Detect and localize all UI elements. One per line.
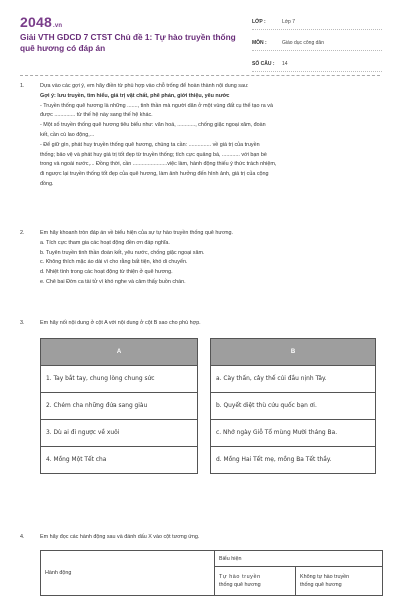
question-body	[40, 82, 382, 190]
question-line: trong và ngoài nước,... Đồng thời, cần .......................việc làm, hành động thiếu ý thức trách nhiệm,	[40, 161, 277, 168]
question-line: - Để giữ gìn, phát huy truyền thống quê hương, chúng ta cần: ............... về giá trị của truyền	[40, 141, 260, 148]
question-body	[40, 229, 382, 288]
question-4	[20, 533, 382, 543]
match-item-a2[interactable]: 2. Chém cha những đứa sang giàu	[41, 392, 197, 419]
header-not-proud-line: thống quê hương	[300, 582, 342, 589]
question-text: Em hãy nối nội dung ở cột A với nội dung ở cột B sao cho phù hợp.	[40, 320, 201, 326]
meta-row-count	[252, 57, 382, 72]
header-divider	[20, 75, 380, 76]
question-line: - Truyền thống quê hương là những ......., tinh thần mà người dân ở một vùng đất cụ thể tạo ra và	[40, 102, 273, 109]
question-line: đồng.	[40, 180, 54, 187]
hint-line: Gợi ý: lưu truyền, tìm hiểu, giá trị vật chất, phê phán, giới thiệu, yêu nước	[40, 92, 230, 99]
header-proud	[215, 567, 296, 596]
meta-row-class	[252, 15, 382, 30]
meta-value: Giáo dục công dân	[282, 40, 324, 46]
question-line: được .............. từ thế hệ này sang thế hệ khác.	[40, 112, 153, 119]
match-item-b1[interactable]: a. Cày thấn, cây thế cúi đầu nịnh Tây.	[211, 365, 375, 392]
option-c[interactable]: c. Không thích mặc áo dài vì cho rằng bất tiện, khó di chuyển.	[40, 259, 188, 266]
logo-suffix: .vn	[52, 23, 63, 29]
meta-label: LỚP :	[252, 19, 266, 25]
question-line: Dựa vào các gợi ý, em hãy điền từ phù hợp vào chỗ trống để hoàn thành nội dung sau:	[40, 83, 249, 89]
meta-value: Lớp 7	[282, 19, 296, 25]
question-text: Em hãy đọc các hành động sau và đánh dấu X vào cột tương ứng.	[40, 534, 200, 540]
site-logo[interactable]	[20, 14, 62, 30]
match-item-b2[interactable]: b. Quyết diệt thù cứu quốc bạn ơi.	[211, 392, 375, 419]
header-not-proud-line: Không tự hào truyền	[300, 574, 350, 581]
question-1	[20, 82, 382, 190]
question-3	[20, 319, 382, 329]
question-line: thống; bảo vệ và phát huy giá trị tốt đẹp từ truyền thống; tích cực quảng bá, ............ với bạn bè	[40, 151, 267, 158]
meta-label: SỐ CÂU :	[252, 61, 275, 67]
match-column-a	[40, 338, 198, 474]
match-item-b3[interactable]: c. Nhớ ngày Giỗ Tổ mùng Mười tháng Ba.	[211, 419, 375, 446]
question-number: 2.	[20, 230, 25, 236]
meta-label: MÔN :	[252, 40, 267, 46]
meta-row-subject	[252, 36, 382, 51]
logo-text: 2048	[20, 14, 52, 30]
match-item-a1[interactable]: 1. Tay bắt tay, chung lòng chung sức	[41, 365, 197, 392]
option-a[interactable]: a. Tích cực tham gia các hoạt động đền ơn đáp nghĩa.	[40, 239, 170, 246]
option-e[interactable]: e. Chê bai Đờn ca tài tử vì khó nghe và cảm thấy buồn chán.	[40, 278, 186, 285]
match-item-b4[interactable]: d. Mồng Hai Tết mẹ, mồng Ba Tết thầy.	[211, 446, 375, 473]
meta-panel	[252, 15, 382, 78]
question-line: - Một số truyền thống quê hương tiêu biểu như: văn hoá, ............, chống giặc ngoại xâm, đoàn	[40, 122, 266, 129]
column-header: A	[41, 339, 197, 365]
question-number: 3.	[20, 320, 25, 326]
question-line: kết, cần cù lao động,...	[40, 131, 95, 138]
option-b[interactable]: b. Tuyên truyền tinh thần đoàn kết, yêu nước, chống giặc ngoại xâm.	[40, 249, 205, 256]
header-proud-line: thống quê hương	[219, 582, 261, 589]
header-proud-line: Tự hào truyền	[219, 574, 261, 581]
question-number: 4.	[20, 534, 25, 540]
header-not-proud	[296, 567, 383, 596]
header-action: Hành động	[41, 551, 215, 596]
document-title: Giải VTH GDCD 7 CTST Chủ đề 1: Tự hào truyền thống quê hương có đáp án	[20, 32, 236, 53]
column-header: B	[211, 339, 375, 365]
meta-value: 14	[282, 61, 288, 67]
option-d[interactable]: d. Nhiệt tình trong các hoạt động từ thiện ở quê hương.	[40, 269, 173, 276]
match-item-a3[interactable]: 3. Dù ai đi ngược về xuôi	[41, 419, 197, 446]
question-text: Em hãy khoanh tròn đáp án về biểu hiện của sự tự hào truyền thống quê hương.	[40, 230, 233, 236]
action-table	[40, 550, 383, 596]
match-column-b	[210, 338, 376, 474]
table-header-row	[41, 551, 383, 567]
question-line: đi ngược lại truyền thống tốt đẹp của quê hương, làm ảnh hưởng đến hình ảnh, giá trị của cộng	[40, 171, 269, 178]
match-item-a4[interactable]: 4. Mồng Một Tết cha	[41, 446, 197, 473]
question-2	[20, 229, 382, 288]
question-number: 1.	[20, 83, 25, 89]
header-group: Biểu hiện	[215, 551, 383, 567]
